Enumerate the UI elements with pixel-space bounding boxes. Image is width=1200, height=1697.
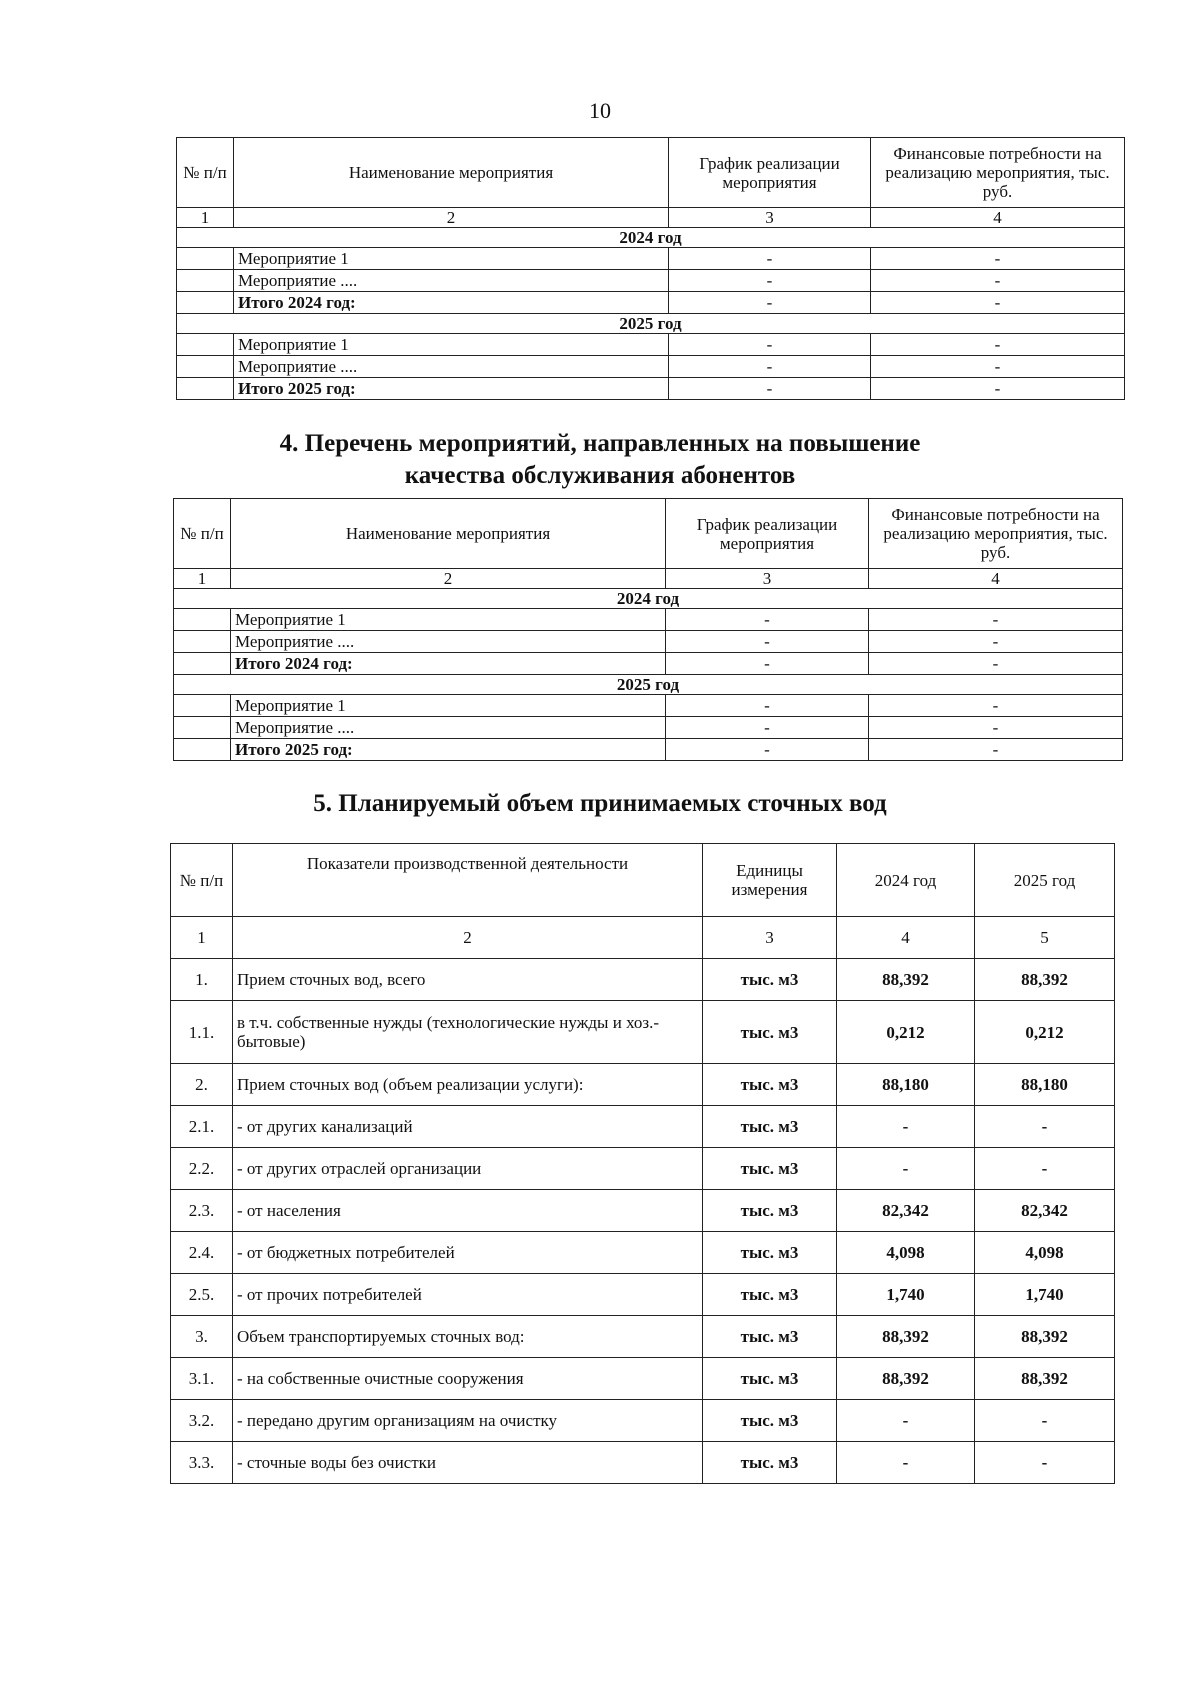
section-4-title: [0, 428, 1200, 492]
row-value-2025: 0,212: [975, 1001, 1115, 1064]
row-indicator: в т.ч. собственные нужды (технологические нужды и хоз.-бытовые): [233, 1001, 703, 1064]
year-heading: 2024 год: [174, 589, 1123, 609]
column-number: 1: [171, 917, 233, 959]
row-unit: тыс. м3: [703, 959, 837, 1001]
row-value-2025: 88,180: [975, 1064, 1115, 1106]
row-number: 2.2.: [171, 1148, 233, 1190]
total-schedule: -: [666, 739, 869, 761]
section-4-title-line2: качества обслуживания абонентов: [404, 462, 796, 489]
header-number: № п/п: [171, 844, 233, 917]
row-indicator: - от бюджетных потребителей: [233, 1232, 703, 1274]
event-name: Мероприятие 1: [231, 609, 666, 631]
row-unit: тыс. м3: [703, 1001, 837, 1064]
row-number: 1.: [171, 959, 233, 1001]
table-row: [171, 1274, 1115, 1316]
row-value-2025: 88,392: [975, 1358, 1115, 1400]
row-number: 1.1.: [171, 1001, 233, 1064]
column-number: 4: [837, 917, 975, 959]
row-value-2024: 88,392: [837, 959, 975, 1001]
total-finance: -: [871, 378, 1125, 400]
header-event-name: Наименование мероприятия: [231, 499, 666, 569]
event-finance: -: [871, 270, 1125, 292]
event-finance: -: [869, 609, 1123, 631]
row-unit: тыс. м3: [703, 1274, 837, 1316]
row-number: 3.3.: [171, 1442, 233, 1484]
event-finance: -: [869, 631, 1123, 653]
row-value-2025: 82,342: [975, 1190, 1115, 1232]
total-finance: -: [869, 653, 1123, 675]
header-indicator: Показатели производственной деятельности: [233, 844, 703, 917]
row-value-2024: -: [837, 1106, 975, 1148]
event-schedule: -: [669, 334, 871, 356]
table-row: [171, 1358, 1115, 1400]
table-row-total: [177, 292, 1125, 314]
header-2025: 2025 год: [975, 844, 1115, 917]
row-unit: тыс. м3: [703, 1064, 837, 1106]
total-finance: -: [871, 292, 1125, 314]
table-row: [171, 1106, 1115, 1148]
event-finance: -: [871, 356, 1125, 378]
event-schedule: -: [669, 248, 871, 270]
event-schedule: -: [666, 717, 869, 739]
table-row-total: [174, 653, 1123, 675]
row-unit: тыс. м3: [703, 1148, 837, 1190]
year-heading: 2024 год: [177, 228, 1125, 248]
header-number: № п/п: [174, 499, 231, 569]
header-finance: Финансовые потребности на реализацию мероприятия, тыс. руб.: [871, 138, 1125, 208]
row-indicator: Прием сточных вод (объем реализации услуги):: [233, 1064, 703, 1106]
row-indicator: Объем транспортируемых сточных вод:: [233, 1316, 703, 1358]
table-row: [177, 270, 1125, 292]
row-value-2025: -: [975, 1442, 1115, 1484]
row-number: 2.: [171, 1064, 233, 1106]
section-4-title-line1: 4. Перечень мероприятий, направленных на повышение: [279, 430, 921, 457]
row-number: 2.5.: [171, 1274, 233, 1316]
event-finance: -: [871, 334, 1125, 356]
row-value-2025: -: [975, 1106, 1115, 1148]
total-schedule: -: [669, 292, 871, 314]
event-name: Мероприятие ....: [234, 270, 669, 292]
total-schedule: -: [669, 378, 871, 400]
row-value-2025: 88,392: [975, 959, 1115, 1001]
column-number: 3: [669, 208, 871, 228]
row-value-2025: 4,098: [975, 1232, 1115, 1274]
row-unit: тыс. м3: [703, 1316, 837, 1358]
header-schedule: График реализации мероприятия: [666, 499, 869, 569]
row-value-2025: -: [975, 1400, 1115, 1442]
events-table-3: [176, 137, 1125, 400]
column-number: 2: [231, 569, 666, 589]
header-unit: Единицы измерения: [703, 844, 837, 917]
column-number: 1: [174, 569, 231, 589]
row-value-2024: 1,740: [837, 1274, 975, 1316]
table-row: [174, 717, 1123, 739]
table-row: [177, 248, 1125, 270]
header-finance: Финансовые потребности на реализацию мероприятия, тыс. руб.: [869, 499, 1123, 569]
event-finance: -: [871, 248, 1125, 270]
table-row: [171, 959, 1115, 1001]
table-row: [171, 1001, 1115, 1064]
event-schedule: -: [669, 270, 871, 292]
event-schedule: -: [666, 631, 869, 653]
row-value-2024: 0,212: [837, 1001, 975, 1064]
table-row: [171, 1064, 1115, 1106]
event-finance: -: [869, 717, 1123, 739]
event-name: Мероприятие ....: [231, 631, 666, 653]
row-indicator: - на собственные очистные сооружения: [233, 1358, 703, 1400]
table-row: [171, 1232, 1115, 1274]
row-value-2024: -: [837, 1148, 975, 1190]
year-heading: 2025 год: [174, 675, 1123, 695]
row-indicator: - передано другим организациям на очистку: [233, 1400, 703, 1442]
year-heading: 2025 год: [177, 314, 1125, 334]
table-row-total: [174, 739, 1123, 761]
row-value-2024: 88,180: [837, 1064, 975, 1106]
row-value-2024: 82,342: [837, 1190, 975, 1232]
event-name: Мероприятие ....: [231, 717, 666, 739]
table-row: [171, 1148, 1115, 1190]
table-row: [177, 356, 1125, 378]
event-name: Мероприятие ....: [234, 356, 669, 378]
total-label: Итого 2024 год:: [234, 292, 669, 314]
row-unit: тыс. м3: [703, 1106, 837, 1148]
event-name: Мероприятие 1: [234, 334, 669, 356]
table-row: [177, 334, 1125, 356]
row-unit: тыс. м3: [703, 1190, 837, 1232]
row-value-2025: 88,392: [975, 1316, 1115, 1358]
row-number: 2.1.: [171, 1106, 233, 1148]
header-event-name: Наименование мероприятия: [234, 138, 669, 208]
table-row: [174, 695, 1123, 717]
row-number: 3.: [171, 1316, 233, 1358]
event-schedule: -: [666, 609, 869, 631]
section-5-title: 5. Планируемый объем принимаемых сточных вод: [313, 790, 887, 817]
table-row: [171, 1442, 1115, 1484]
row-unit: тыс. м3: [703, 1232, 837, 1274]
event-name: Мероприятие 1: [231, 695, 666, 717]
total-label: Итого 2025 год:: [234, 378, 669, 400]
row-value-2024: 88,392: [837, 1316, 975, 1358]
table-row-total: [177, 378, 1125, 400]
column-number: 3: [703, 917, 837, 959]
event-name: Мероприятие 1: [234, 248, 669, 270]
row-unit: тыс. м3: [703, 1442, 837, 1484]
wastewater-volume-table: [170, 843, 1115, 1484]
row-indicator: Прием сточных вод, всего: [233, 959, 703, 1001]
row-number: 3.2.: [171, 1400, 233, 1442]
events-table-4: [173, 498, 1123, 761]
table-row: [171, 1316, 1115, 1358]
row-indicator: - от других отраслей организации: [233, 1148, 703, 1190]
total-finance: -: [869, 739, 1123, 761]
row-indicator: - от прочих потребителей: [233, 1274, 703, 1316]
column-number: 5: [975, 917, 1115, 959]
row-value-2024: -: [837, 1400, 975, 1442]
header-number: № п/п: [177, 138, 234, 208]
column-number: 4: [871, 208, 1125, 228]
column-number: 2: [234, 208, 669, 228]
event-finance: -: [869, 695, 1123, 717]
total-label: Итого 2025 год:: [231, 739, 666, 761]
row-value-2024: 88,392: [837, 1358, 975, 1400]
header-2024: 2024 год: [837, 844, 975, 917]
row-indicator: - сточные воды без очистки: [233, 1442, 703, 1484]
column-number: 1: [177, 208, 234, 228]
row-indicator: - от населения: [233, 1190, 703, 1232]
row-number: 2.4.: [171, 1232, 233, 1274]
event-schedule: -: [669, 356, 871, 378]
column-number: 2: [233, 917, 703, 959]
table-row: [174, 609, 1123, 631]
total-schedule: -: [666, 653, 869, 675]
row-value-2024: 4,098: [837, 1232, 975, 1274]
table-row: [171, 1400, 1115, 1442]
table-row: [174, 631, 1123, 653]
page-number: 10: [589, 98, 611, 123]
row-unit: тыс. м3: [703, 1358, 837, 1400]
row-indicator: - от других канализаций: [233, 1106, 703, 1148]
event-schedule: -: [666, 695, 869, 717]
column-number: 4: [869, 569, 1123, 589]
column-number: 3: [666, 569, 869, 589]
row-number: 2.3.: [171, 1190, 233, 1232]
row-unit: тыс. м3: [703, 1400, 837, 1442]
row-value-2025: 1,740: [975, 1274, 1115, 1316]
table-row: [171, 1190, 1115, 1232]
row-number: 3.1.: [171, 1358, 233, 1400]
header-schedule: График реализации мероприятия: [669, 138, 871, 208]
row-value-2025: -: [975, 1148, 1115, 1190]
total-label: Итого 2024 год:: [231, 653, 666, 675]
row-value-2024: -: [837, 1442, 975, 1484]
